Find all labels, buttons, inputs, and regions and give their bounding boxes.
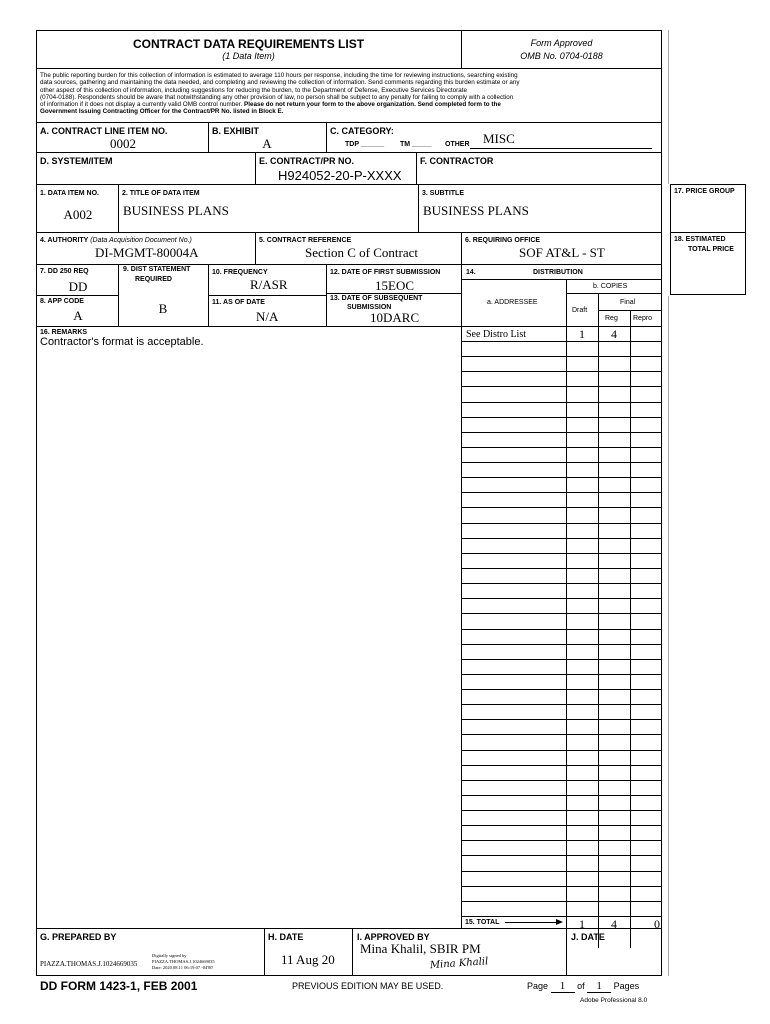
burden-line-1: The public reporting burden for this collection of information is estimated to average 110 hours per response, including the time for reviewing instructions, searching existing xyxy=(40,72,518,79)
distribution-row-line xyxy=(461,765,662,766)
item9-label-2: REQUIRED xyxy=(135,276,172,283)
burden-line-3: other aspect of this collection of information, including suggestions for reducing the burden, to the Department of Defense, Executive Services Directorate xyxy=(40,86,468,94)
dist-h1 xyxy=(461,279,662,280)
item10-label: 10. FREQUENCY xyxy=(212,269,268,276)
distribution-row-line xyxy=(461,507,662,508)
block-g-label: G. PREPARED BY xyxy=(40,932,117,942)
footer-page xyxy=(527,980,639,993)
row-123-top xyxy=(36,184,662,185)
item2-label: 2. TITLE OF DATA ITEM xyxy=(122,190,200,197)
distribution-row-line xyxy=(461,795,662,796)
distribution-row-line xyxy=(461,704,662,705)
distribution-row-line xyxy=(461,402,662,403)
block-c-other: OTHER xyxy=(445,141,470,148)
dist-row1-draft[interactable]: 1 xyxy=(579,327,585,341)
item6-value[interactable]: SOF AT&L - ST xyxy=(519,245,605,260)
item6-label: 6. REQUIRING OFFICE xyxy=(465,237,541,244)
distribution-row-line xyxy=(461,477,662,478)
distribution-row-line xyxy=(461,523,662,524)
distribution-row-line xyxy=(461,886,662,887)
row-g-top xyxy=(36,928,566,929)
repro-label: Repro xyxy=(633,315,653,322)
distribution-row-line xyxy=(461,447,662,448)
reg-label: Reg xyxy=(605,315,618,322)
item4-value[interactable]: DI-MGMT-80004A xyxy=(95,245,199,260)
row-13-top xyxy=(326,293,461,294)
g-div-3 xyxy=(566,928,567,976)
def-div-2 xyxy=(416,152,417,184)
row-456-top xyxy=(36,232,662,233)
block-f-label: F. CONTRACTOR xyxy=(420,156,494,166)
block-a-label: A. CONTRACT LINE ITEM NO. xyxy=(40,126,168,136)
item8-value[interactable]: A xyxy=(73,308,83,323)
item13-label-1: 13. DATE OF SUBSEQUENT xyxy=(330,295,423,302)
total-reg[interactable]: 4 xyxy=(611,917,617,931)
form-subtitle: (1 Data Item) xyxy=(222,51,275,61)
block-h-value[interactable]: 11 Aug 20 xyxy=(281,952,335,967)
block-c-tdp: TDP ______ xyxy=(345,141,385,148)
distribution-row-line xyxy=(461,598,662,599)
form-approved: Form Approved xyxy=(530,38,593,48)
distribution-row-line xyxy=(461,583,662,584)
distribution-row-line xyxy=(461,538,662,539)
item15-label: 15. TOTAL xyxy=(465,919,500,926)
block-e-value[interactable]: H924052-20-P-XXXX xyxy=(278,168,402,183)
burden-line-4: (0704-0188). Respondents should be aware that notwithstanding any other provision of law, no person shall be subject to any penalty for failing to comply with a collection xyxy=(40,93,514,101)
block-c-label: C. CATEGORY: xyxy=(330,126,394,136)
total-draft[interactable]: 1 xyxy=(579,917,585,931)
item7-label: 7. DD 250 REQ xyxy=(40,268,89,275)
row-abc-top xyxy=(36,122,662,123)
item7-value[interactable]: DD xyxy=(68,279,88,294)
block-h-label: H. DATE xyxy=(268,932,304,942)
total-repro[interactable]: 0 xyxy=(654,917,660,931)
distribution-row-line xyxy=(461,462,662,463)
header-bottom xyxy=(36,68,662,69)
item8-label: 8. APP CODE xyxy=(40,298,84,305)
distribution-row-line xyxy=(461,568,662,569)
distribution-row-line xyxy=(461,734,662,735)
abc-div-1 xyxy=(208,122,209,152)
block-j-label: J. DATE xyxy=(571,932,605,942)
pages-label: Pages xyxy=(613,981,640,991)
item9-label-1: 9. DIST STATEMENT xyxy=(123,266,191,273)
dist-row1-addressee[interactable]: See Distro List xyxy=(466,329,526,340)
item14-label: 14. xyxy=(466,269,476,276)
r456-div-2 xyxy=(461,232,462,264)
block-d-label: D. SYSTEM/ITEM xyxy=(40,156,113,166)
burden-notice xyxy=(40,72,660,116)
item10-value[interactable]: R/ASR xyxy=(250,277,288,292)
price-divider xyxy=(670,232,746,233)
draft-label: Draft xyxy=(572,307,588,314)
dsig-line-2: PIAZZA.THOMAS.J.1024669035 xyxy=(152,959,215,964)
row-11-top xyxy=(208,295,326,296)
footer-form-id: DD FORM 1423-1, FEB 2001 xyxy=(40,979,198,993)
distribution-row-line xyxy=(461,674,662,675)
item4-label: 4. AUTHORITY (Data Acquisition Document No.) xyxy=(40,237,192,244)
distribution-row-line xyxy=(461,386,662,387)
item16-label: 16. REMARKS xyxy=(40,329,88,336)
distribution-label: DISTRIBUTION xyxy=(533,269,583,276)
r7-div-4 xyxy=(461,264,462,928)
form-title: CONTRACT DATA REQUIREMENTS LIST xyxy=(132,37,365,51)
item5-value[interactable]: Section C of Contract xyxy=(305,245,419,260)
distribution-row-line xyxy=(461,659,662,660)
item13-label-2: SUBMISSION xyxy=(347,304,392,311)
item17-label: 17. PRICE GROUP xyxy=(674,188,735,195)
block-i-signature: Mina Khalil xyxy=(429,956,489,972)
distribution-row-line xyxy=(461,371,662,372)
row-7-top xyxy=(36,264,662,265)
distribution-row-line xyxy=(461,855,662,856)
distribution-row-line xyxy=(461,417,662,418)
item2-value[interactable]: BUSINESS PLANS xyxy=(123,203,229,218)
block-i-value[interactable]: Mina Khalil, SBIR PM xyxy=(360,941,481,956)
item3-value[interactable]: BUSINESS PLANS xyxy=(423,203,529,218)
row-j-top xyxy=(566,928,662,929)
item11-value[interactable]: N/A xyxy=(256,309,279,324)
distribution-row-line xyxy=(461,871,662,872)
distribution-row-line xyxy=(461,810,662,811)
copies-label: b. COPIES xyxy=(593,283,628,290)
item12-value[interactable]: 15EOC xyxy=(375,278,414,293)
dist-v-draft xyxy=(566,279,567,928)
block-c-tm: TM _____ xyxy=(400,141,432,148)
burden-line-5-bold: Please do not return your form to the above organization. Send completed form to the xyxy=(244,101,501,109)
g-div-2 xyxy=(352,928,353,976)
abc-div-2 xyxy=(326,122,327,152)
final-label: Final xyxy=(620,299,636,306)
item18-label-1: 18. ESTIMATED xyxy=(674,236,726,243)
distribution-row-line xyxy=(461,341,662,342)
dist-h2 xyxy=(566,293,662,294)
distribution-row-line xyxy=(461,840,662,841)
block-b-label: B. EXHIBIT xyxy=(212,126,260,136)
item11-label: 11. AS OF DATE xyxy=(212,299,265,306)
dsig-line-3: Date: 2020.08.11 06:19:07 -04'00' xyxy=(152,965,214,970)
distribution-row-line xyxy=(461,553,662,554)
block-g-name[interactable]: PIAZZA.THOMAS.J.1024669035 xyxy=(40,960,138,968)
block-e-label: E. CONTRACT/PR NO. xyxy=(259,156,355,166)
block-b-value[interactable]: A xyxy=(262,136,272,151)
total-arrowhead-icon xyxy=(556,919,563,925)
block-i-label: I. APPROVED BY xyxy=(357,932,430,942)
page-total[interactable]: 1 xyxy=(587,980,611,993)
def-div-1 xyxy=(255,152,256,184)
omb-number: OMB No. 0704-0188 xyxy=(520,51,603,61)
burden-line-6: Government Issuing Contracting Officer for the Contract/PR No. listed in Block E. xyxy=(40,108,284,116)
r123-div-2 xyxy=(418,184,419,232)
block-a-value[interactable]: 0002 xyxy=(110,136,136,151)
of-label: of xyxy=(577,981,585,991)
burden-line-2: data sources, gathering and maintaining the data needed, and completing and reviewing the collection of information. Send comments regarding this burden estimate or any xyxy=(40,79,520,87)
distribution-row-line xyxy=(461,825,662,826)
margin-line xyxy=(668,30,669,184)
block-c-underline xyxy=(470,148,652,149)
distribution-row-line xyxy=(461,780,662,781)
item1-label: 1. DATA ITEM NO. xyxy=(40,190,99,197)
distribution-row-line xyxy=(461,492,662,493)
distribution-row-line xyxy=(461,629,662,630)
item16-value[interactable]: Contractor's format is acceptable. xyxy=(40,336,204,348)
page-number[interactable]: 1 xyxy=(551,980,575,993)
dist-v-reg xyxy=(598,293,599,948)
page-label: Page xyxy=(527,981,549,991)
r456-div-1 xyxy=(255,232,256,264)
item12-label: 12. DATE OF FIRST SUBMISSION xyxy=(330,269,441,276)
dsig-line-1: Digitally signed by xyxy=(152,953,187,958)
g-div-1 xyxy=(264,928,265,976)
r7-div-1 xyxy=(118,264,119,326)
distribution-row-line xyxy=(461,613,662,614)
item3-label: 3. SUBTITLE xyxy=(422,190,465,197)
addressee-label: a. ADDRESSEE xyxy=(487,299,538,306)
item13-value[interactable]: 10DARC xyxy=(370,310,420,325)
row-def-top xyxy=(36,152,662,153)
r7-div-3 xyxy=(326,264,327,326)
distribution-row-line xyxy=(461,644,662,645)
distribution-row-line xyxy=(461,689,662,690)
item9-value[interactable]: B xyxy=(158,301,168,316)
footer-software: Adobe Professional 8.0 xyxy=(580,997,648,1004)
r123-div-1 xyxy=(118,184,119,232)
header-divider xyxy=(461,30,462,68)
distribution-row-line xyxy=(461,901,662,902)
item1-value[interactable]: A002 xyxy=(63,207,93,222)
distribution-row-line xyxy=(461,356,662,357)
total-arrow-icon xyxy=(505,922,557,923)
row-8-top-left xyxy=(36,295,118,296)
item18-label-2: TOTAL PRICE xyxy=(688,246,734,253)
burden-line-5: of information if it does not display a currently valid OMB control number. xyxy=(40,101,243,109)
item5-label: 5. CONTRACT REFERENCE xyxy=(259,237,352,244)
footer-previous-edition: PREVIOUS EDITION MAY BE USED. xyxy=(292,981,444,991)
distribution-row-line xyxy=(461,719,662,720)
distribution-row-line xyxy=(461,432,662,433)
block-g-digital-signature xyxy=(152,953,215,971)
margin-line-2 xyxy=(668,296,669,976)
dist-row1-reg[interactable]: 4 xyxy=(611,327,617,341)
distribution-row-line xyxy=(461,750,662,751)
block-c-value[interactable]: MISC xyxy=(483,131,515,146)
